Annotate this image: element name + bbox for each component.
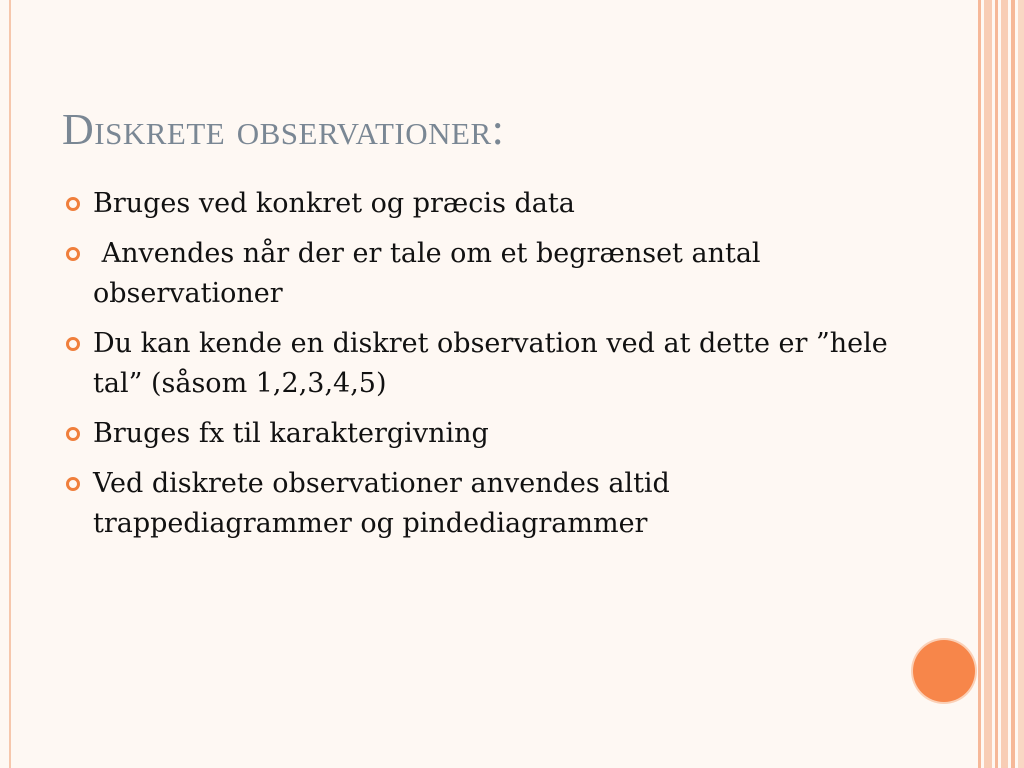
bullet-list — [62, 184, 902, 554]
bullet-circle-icon — [66, 197, 80, 211]
bullet-text: Du kan kende en diskret observation ved at dette er ”hele tal” (såsom 1,2,3,4,5) — [93, 328, 888, 399]
bullet-item — [62, 414, 902, 454]
bullet-text: Bruges fx til karaktergivning — [93, 418, 489, 449]
bullet-circle-icon — [66, 337, 80, 351]
bullet-item — [62, 184, 902, 224]
bullet-text: Anvendes når der er tale om et begrænset antal observationer — [93, 238, 770, 309]
orange-circle-icon — [913, 640, 975, 702]
slide-title: Diskrete observationer: — [62, 105, 505, 154]
right-stripe — [995, 0, 998, 768]
left-border-line — [9, 0, 11, 768]
right-stripe — [1011, 0, 1015, 768]
bullet-text: Ved diskrete observationer anvendes altid trappediagrammer og pindediagrammer — [93, 468, 670, 539]
right-stripe — [978, 0, 981, 768]
right-stripe — [984, 0, 992, 768]
right-stripe — [1001, 0, 1008, 768]
bullet-circle-icon — [66, 247, 80, 261]
bullet-circle-icon — [66, 427, 80, 441]
bullet-item — [62, 324, 902, 404]
bullet-item — [62, 464, 902, 544]
right-stripe — [1018, 0, 1024, 768]
bullet-circle-icon — [66, 477, 80, 491]
bullet-item — [62, 234, 902, 314]
bullet-text: Bruges ved konkret og præcis data — [93, 188, 575, 219]
